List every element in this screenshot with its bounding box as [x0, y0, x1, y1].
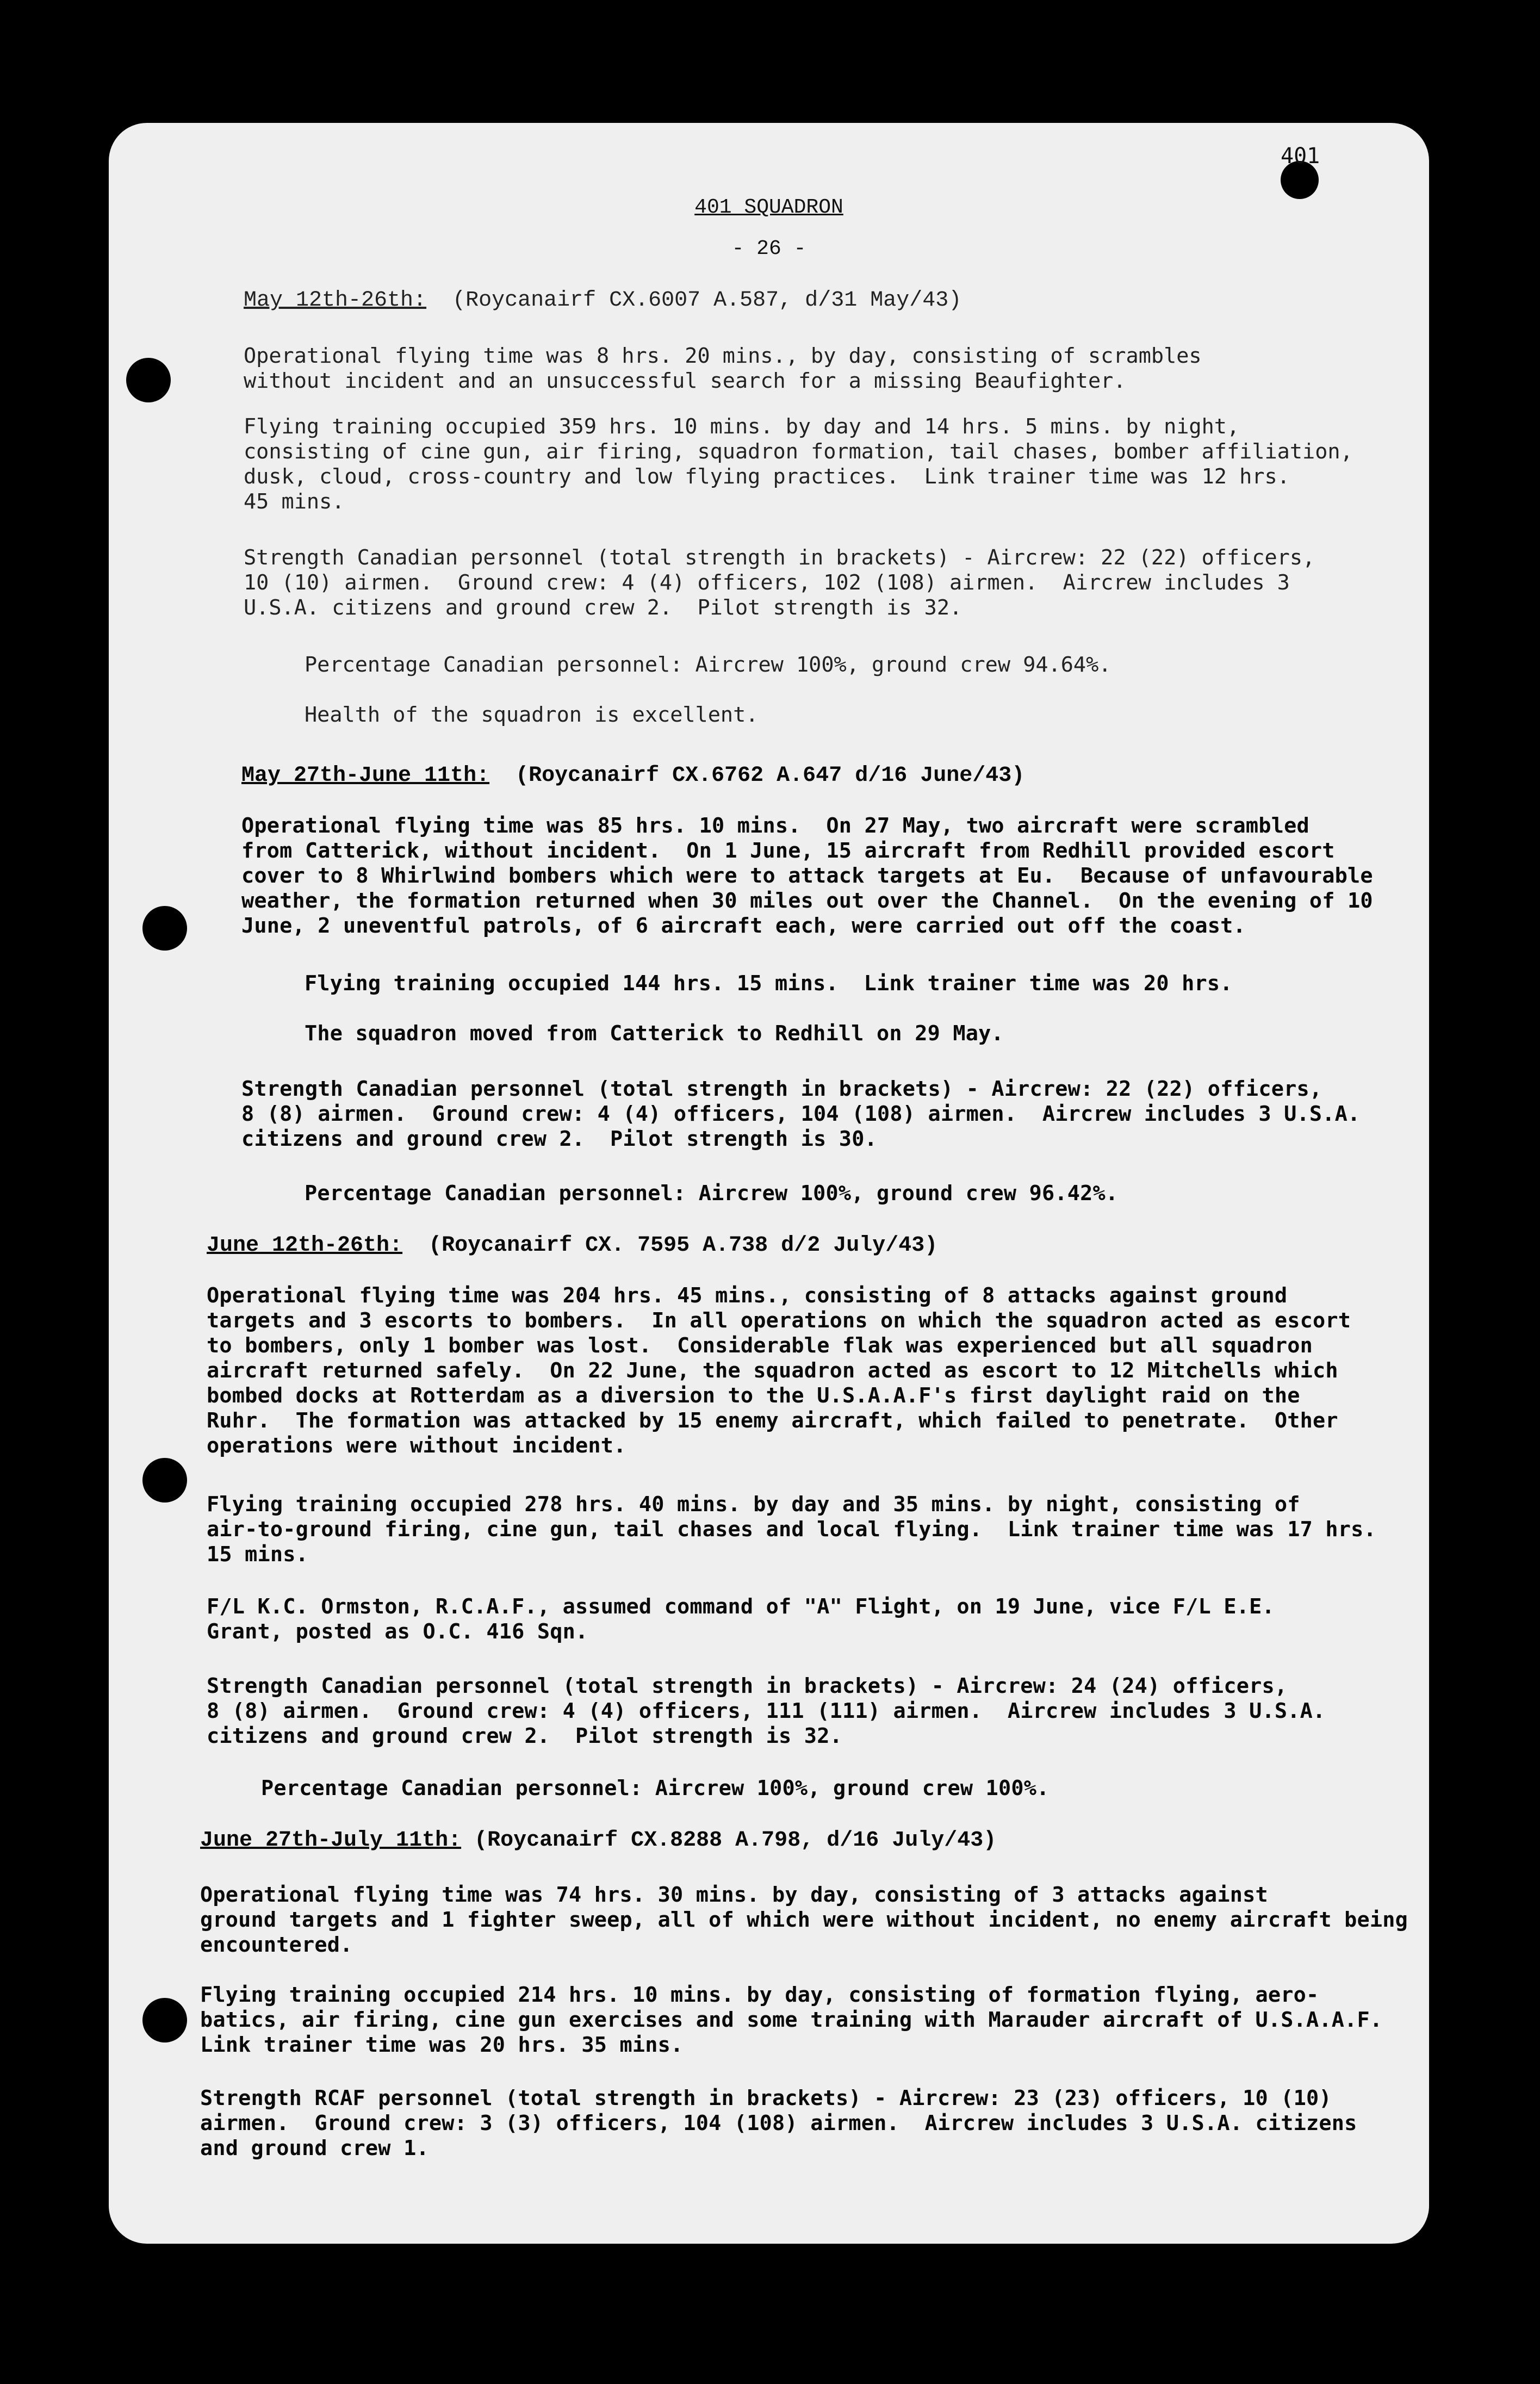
entry-paragraph: Percentage Canadian personnel: Aircrew 100%, ground crew 100%.: [261, 1776, 1050, 1801]
entry-paragraph: Operational flying time was 85 hrs. 10 mins. On 27 May, two aircraft were scrambled from Catterick, without incident. On 1 June, 15 aircraft from Redhill provided escort cover to 8 Whirlwind bombers which were to attack targets at Eu. Because of unfavourable weather, the formation returned when 30 miles out over the Channel. On the evening of 10 June, 2 uneventful patrols, of 6 aircraft each, were carried out off the coast.: [241, 814, 1373, 938]
entry-paragraph: Percentage Canadian personnel: Aircrew 100%, ground crew 94.64%.: [305, 653, 1111, 677]
document-page: [109, 123, 1429, 2244]
entry-paragraph: Strength Canadian personnel (total strength in brackets) - Aircrew: 24 (24) officers, 8 (8) airmen. Ground crew: 4 (4) officers, 111 (111) airmen. Aircrew includes 3 U.S.A. citizens and ground crew 2. Pilot strength is 32.: [207, 1674, 1326, 1748]
entry-header: [241, 763, 1024, 788]
entry-reference: (Roycanairf CX.6007 A.587, d/31 May/43): [452, 288, 962, 313]
entry-header: [207, 1233, 937, 1258]
entry-date: May 12th-26th:: [244, 288, 427, 313]
entry-paragraph: Health of the squadron is excellent.: [305, 703, 759, 727]
entry-header: [200, 1828, 996, 1853]
page-number: 401: [1281, 144, 1320, 169]
entry-paragraph: Flying training occupied 144 hrs. 15 mins. Link trainer time was 20 hrs.: [305, 971, 1233, 996]
entry-reference: (Roycanairf CX. 7595 A.738 d/2 July/43): [429, 1233, 938, 1258]
squadron-title: 401 SQUADRON: [694, 196, 843, 219]
entry-paragraph: Strength Canadian personnel (total strength in brackets) - Aircrew: 22 (22) officers, 10 (10) airmen. Ground crew: 4 (4) officers, 102 (108) airmen. Aircrew includes 3 U.S.A. citizens and ground crew 2. Pilot strength is 32.: [244, 545, 1315, 620]
entry-date: June 12th-26th:: [207, 1233, 403, 1258]
entry-paragraph: Flying training occupied 359 hrs. 10 mins. by day and 14 hrs. 5 mins. by night, consisting of cine gun, air firing, squadron formation, tail chases, bomber affiliation, dusk, cloud, cross-country and low flying practices. Link trainer time was 12 hrs. 45 mins.: [244, 414, 1353, 514]
entry-paragraph: Flying training occupied 214 hrs. 10 mins. by day, consisting of formation flying, aero- batics, air firing, cine gun exercises and some training with Marauder aircraft of U.S.A.A.F. Link trainer time was 20 hrs. 35 mins.: [200, 1983, 1383, 2057]
entry-paragraph: The squadron moved from Catterick to Redhill on 29 May.: [305, 1021, 1004, 1046]
entry-date: May 27th-June 11th:: [241, 763, 490, 788]
punch-hole: [142, 906, 187, 951]
entry-paragraph: F/L K.C. Ormston, R.C.A.F., assumed command of "A" Flight, on 19 June, vice F/L E.E. Grant, posted as O.C. 416 Sqn.: [207, 1594, 1275, 1644]
entry-paragraph: Strength Canadian personnel (total strength in brackets) - Aircrew: 22 (22) officers, 8 (8) airmen. Ground crew: 4 (4) officers, 104 (108) airmen. Aircrew includes 3 U.S.A. citizens and ground crew 2. Pilot strength is 30.: [241, 1077, 1361, 1151]
entry-paragraph: Operational flying time was 74 hrs. 30 mins. by day, consisting of 3 attacks against ground targets and 1 fighter sweep, all of which were without incident, no enemy aircraft being encountered.: [200, 1883, 1408, 1957]
page-marker: - 26 -: [731, 237, 806, 260]
entry-header: [244, 288, 961, 313]
punch-hole: [126, 358, 171, 402]
entry-paragraph: Flying training occupied 278 hrs. 40 mins. by day and 35 mins. by night, consisting of air-to-ground firing, cine gun, tail chases and local flying. Link trainer time was 17 hrs. 15 mins.: [207, 1492, 1376, 1567]
punch-hole: [142, 1458, 187, 1503]
entry-paragraph: Operational flying time was 204 hrs. 45 mins., consisting of 8 attacks against ground targets and 3 escorts to bombers. In all operations on which the squadron acted as escort to bombers, only 1 bomber was lost. Considerable flak was experienced but all squadron aircraft returned safely. On 22 June, the squadron acted as escort to 12 Mitchells which bombed docks at Rotterdam as a diversion to the U.S.A.A.F's first daylight raid on the Ruhr. The formation was attacked by 15 enemy aircraft, which failed to penetrate. Other operations were without incident.: [207, 1283, 1351, 1458]
punch-hole: [142, 1998, 187, 2042]
entry-paragraph: Operational flying time was 8 hrs. 20 mins., by day, consisting of scrambles without incident and an unsuccessful search for a missing Beaufighter.: [244, 344, 1202, 393]
entry-paragraph: Percentage Canadian personnel: Aircrew 100%, ground crew 96.42%.: [305, 1181, 1119, 1206]
entry-paragraph: Strength RCAF personnel (total strength in brackets) - Aircrew: 23 (23) officers, 10 (10) airmen. Ground crew: 3 (3) officers, 104 (108) airmen. Aircrew includes 3 U.S.A. citizens and ground crew 1.: [200, 2086, 1357, 2160]
entry-reference: (Roycanairf CX.6762 A.647 d/16 June/43): [516, 763, 1025, 788]
entry-date: June 27th-July 11th:: [200, 1828, 462, 1853]
entry-reference: (Roycanairf CX.8288 A.798, d/16 July/43): [474, 1828, 997, 1853]
